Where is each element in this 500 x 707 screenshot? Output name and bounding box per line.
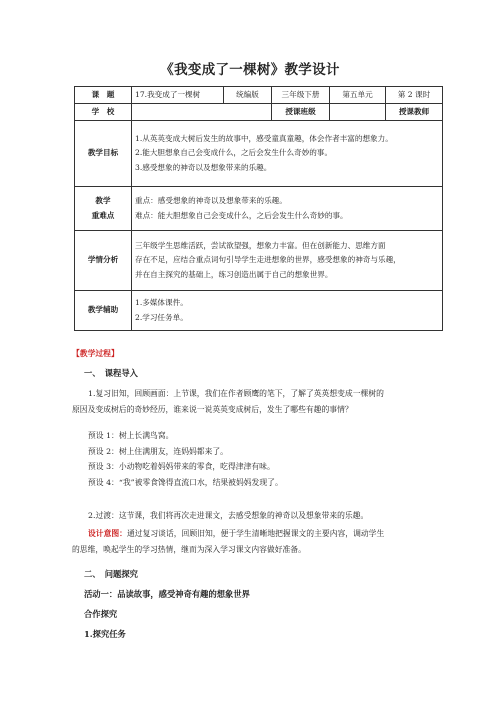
lesson-plan-table bbox=[74, 86, 443, 331]
design-intent-label: 设计意图： bbox=[88, 529, 127, 538]
preset-item: 预设 2：树上住满朋友，连妈妈都来了。 bbox=[88, 446, 228, 456]
analysis-line: 三年级学生思维活跃，尝试欲望强，想象力丰富。但在创新能力、思维方面 bbox=[135, 240, 386, 250]
goal-item: 1.从英英变成大树后发生的故事中，感受童真童趣，体会作者丰富的想象力。 bbox=[135, 133, 393, 143]
section-title: 二、 问题探究 bbox=[84, 569, 138, 579]
analysis-cell bbox=[132, 231, 443, 291]
analysis-line: 存在不足，应结合重点词句引导学生走进想象的世界，感受想象的神奇与乐趣， bbox=[135, 255, 401, 265]
preset-item: 预设 1：树上长满鸟窝。 bbox=[88, 431, 174, 440]
transition-paragraph bbox=[72, 508, 444, 524]
design-intent-line: 通过复习谈话，回顾旧知，便于学生清晰地把握课文的主要内容，调动学生 bbox=[126, 529, 385, 538]
aids-label: 教学辅助 bbox=[75, 291, 132, 331]
keypoint-item: 难点：能大胆想象自己会变成什么，之后会发生什么奇妙的事。 bbox=[135, 210, 348, 220]
aid-item: 2.学习任务单。 bbox=[135, 312, 188, 322]
keypoints-label-line: 教学 bbox=[95, 196, 111, 206]
table-row bbox=[75, 121, 443, 187]
goals-label: 教学目标 bbox=[75, 121, 132, 187]
aid-item: 1.多媒体课件。 bbox=[135, 298, 188, 308]
page-title: 《我变成了一棵树》教学设计 bbox=[160, 62, 340, 78]
table-row bbox=[75, 187, 443, 231]
intro-paragraph bbox=[72, 386, 444, 417]
teacher-label: 授课教师 bbox=[386, 104, 443, 121]
preset-item: 预设 3：小动物吃着妈妈带来的零食，吃得津津有味。 bbox=[88, 462, 275, 472]
lesson-name: 17.我变成了一棵树 bbox=[132, 87, 224, 104]
table-row bbox=[75, 291, 443, 331]
analysis-line: 并在自主探究的基础上，练习创造出属于自己的想象世界。 bbox=[135, 269, 333, 279]
intro-line: 1.复习旧知，回顾画面：上节课，我们在作者顾鹰的笔下，了解了英英想变成一棵树的 bbox=[88, 389, 384, 398]
school-label: 学 校 bbox=[75, 104, 132, 121]
goal-item: 2.能大胆想象自己会变成什么，之后会发生什么奇妙的事。 bbox=[135, 148, 333, 158]
table-row bbox=[75, 87, 443, 104]
edition: 统编版 bbox=[224, 87, 272, 104]
period: 第 2 课时 bbox=[386, 87, 443, 104]
design-intent bbox=[72, 526, 444, 557]
grade: 三年级下册 bbox=[272, 87, 330, 104]
intro-line: 原因及变成树后的奇妙经历，谁来说一说英英变成树后，发生了哪些有趣的事情？ bbox=[72, 404, 353, 414]
design-intent-line: 的思维，唤起学生的学习热情，继而为深入学习课文内容做好准备。 bbox=[72, 544, 306, 554]
process-heading: 【教学过程】 bbox=[72, 349, 119, 358]
aids-cell bbox=[132, 291, 443, 331]
topic-label: 课 题 bbox=[75, 87, 132, 104]
school-value bbox=[132, 104, 272, 121]
keypoint-item: 重点：感受想象的神奇以及想象带来的乐趣。 bbox=[135, 196, 287, 206]
keypoints-label bbox=[75, 187, 132, 231]
presets-list bbox=[72, 428, 444, 490]
table-row bbox=[75, 231, 443, 291]
table-row bbox=[75, 104, 443, 121]
keypoints-label-line: 重难点 bbox=[91, 210, 115, 220]
activity-title: 活动一：品读故事，感受神奇有趣的想象世界 bbox=[84, 589, 250, 599]
class-label: 授课班级 bbox=[272, 104, 330, 121]
goals-cell bbox=[132, 121, 443, 187]
transition-line: 2.过渡：这节课，我们将再次走进课文，去感受想象的神奇以及想象带来的乐趣。 bbox=[88, 511, 369, 520]
coop-title: 合作探究 bbox=[84, 609, 118, 619]
analysis-label: 学情分析 bbox=[75, 231, 132, 291]
unit: 第五单元 bbox=[330, 87, 386, 104]
preset-item: 预设 4：“我”被零食馋得直流口水，结果被妈妈发现了。 bbox=[88, 477, 283, 487]
task-title: 1.探究任务 bbox=[84, 629, 126, 639]
goal-item: 3.感受想象的神奇以及想象带来的乐趣。 bbox=[135, 162, 272, 172]
class-value bbox=[330, 104, 386, 121]
section-title: 一、 课程导入 bbox=[84, 368, 138, 378]
keypoints-cell bbox=[132, 187, 443, 231]
